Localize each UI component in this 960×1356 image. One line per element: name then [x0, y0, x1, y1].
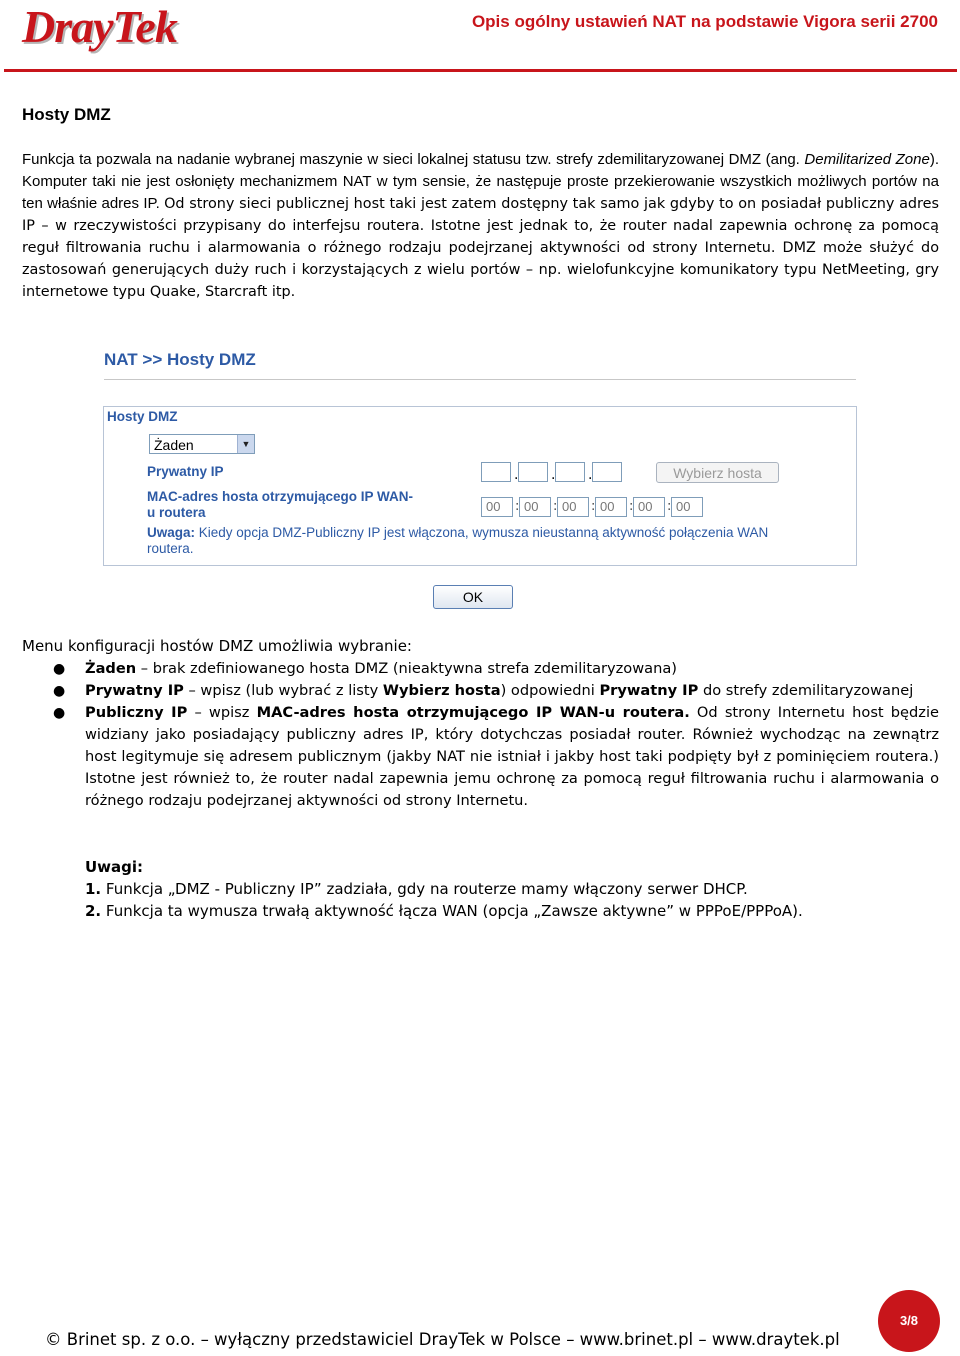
page-header [0, 0, 960, 74]
options-list [22, 658, 939, 812]
list-item [22, 702, 939, 812]
note-text: Funkcja ta wymusza trwałą aktywność łącza WAN (opcja „Zawsze aktywne” w PPPoE/PPPoA). [101, 902, 803, 920]
mac-separator: : [515, 499, 520, 514]
private-ip-octet-3[interactable] [555, 462, 585, 482]
mac-byte-2[interactable]: 00 [519, 497, 551, 517]
choose-host-button[interactable]: Wybierz hosta [656, 462, 779, 483]
private-ip-octet-4[interactable] [592, 462, 622, 482]
mac-byte-1[interactable]: 00 [481, 497, 513, 517]
note-text: Funkcja „DMZ - Publiczny IP” zadziała, gdy na routerze mamy włączony serwer DHCP. [101, 880, 748, 898]
intro-text-c: Od strony sieci publicznej host taki jest zatem dostępny tak samo jak gdyby to on posiadał publiczny adres IP – w rzeczywistości przypisany do interfejsu routera. Istotne jest jednak to, że router nadal zapewnia ochronę za pomocą reguł filtrowania ruchu i alarmowania o różnego rodzaju podejrzanej aktywności od strony Internetu. DMZ może służyć do zastosowań generujących duży ruch i korzystających z wielu portów – np. wielofunkcyjne komunikatory typu NetMeeting, gry internetowe typu Quake, Starcraft itp. [22, 196, 940, 300]
item-term: Prywatny IP [599, 682, 699, 699]
item-text: – wpisz (lub wybrać z listy [183, 682, 383, 699]
dmz-screenshot [98, 343, 860, 613]
item-term: Żaden [85, 660, 137, 677]
dmz-note [147, 525, 787, 557]
mac-byte-3[interactable]: 00 [557, 497, 589, 517]
item-text: Od strony Internetu host będzie widziany jako posiadający publiczny adres IP, który dotychczas posiadał router. Również wychodząc na zewnątrz host legitymuje się adresem publicznym (jakby NAT nie istniał i jakby host taki podpięty był z pominięciem routera.) Istotne jest również to, że router nadal zapewnia jemu ochronę za pomocą reguł filtrowania ruchu i alarmowania o różnego rodzaju podejrzanej aktywności od strony Internetu. [85, 704, 939, 809]
private-ip-octet-2[interactable] [518, 462, 548, 482]
header-title: Opis ogólny ustawień NAT na podstawie Vigora serii 2700 [471, 12, 938, 31]
mac-label-line-1: MAC-adres hosta otrzymującego IP WAN- [147, 489, 414, 504]
note-label: Uwaga: [147, 525, 196, 540]
section-title: Hosty DMZ [22, 105, 111, 124]
mac-separator: : [667, 499, 672, 514]
list-item [22, 658, 939, 680]
page-number-badge: 3/8 [878, 1290, 940, 1352]
item-term: Prywatny IP [85, 682, 184, 699]
bullet-icon: ● [53, 705, 66, 721]
mac-byte-5[interactable]: 00 [633, 497, 665, 517]
notes-section [85, 856, 803, 922]
mac-label-line-2: u routera [147, 505, 206, 520]
mac-separator: : [591, 499, 596, 514]
mac-byte-6[interactable]: 00 [671, 497, 703, 517]
item-term: Publiczny IP [85, 704, 188, 721]
note-number: 2. [85, 902, 102, 920]
ip-dot: . [551, 467, 556, 483]
ip-dot: . [514, 467, 519, 483]
header-divider [4, 69, 957, 72]
bullet-icon: ● [53, 683, 66, 699]
intro-paragraph [22, 149, 939, 303]
page-footer: © Brinet sp. z o.o. – wyłączny przedstawiciel DrayTek w Polsce – www.brinet.pl – www.draytek.pl [45, 1330, 840, 1349]
list-item [22, 680, 939, 702]
note-number: 1. [85, 880, 102, 898]
item-term: MAC-adres hosta otrzymującego IP WAN-u routera. [256, 704, 690, 721]
screenshot-title: NAT >> Hosty DMZ [104, 350, 256, 369]
mac-byte-4[interactable]: 00 [595, 497, 627, 517]
private-ip-label: Prywatny IP [147, 464, 224, 479]
notes-title: Uwagi: [85, 858, 144, 876]
item-text: – wpisz [187, 704, 257, 721]
screenshot-divider [104, 379, 856, 380]
item-text: – brak zdefiniowanego hosta DMZ (nieaktywna strefa zdemilitaryzowana) [136, 660, 677, 677]
ip-dot: . [588, 467, 593, 483]
mac-separator: : [553, 499, 558, 514]
select-value: Żaden [154, 437, 194, 453]
draytek-logo: DrayTek [22, 1, 177, 52]
item-term: Wybierz hosta [382, 682, 501, 699]
menu-intro: Menu konfiguracji hostów DMZ umożliwia wybranie: [22, 637, 412, 655]
box-title: Hosty DMZ [107, 409, 178, 424]
ok-button[interactable]: OK [433, 585, 513, 609]
dmz-mode-select[interactable] [149, 434, 255, 454]
bullet-icon: ● [53, 661, 66, 677]
dmz-settings-box [103, 406, 857, 566]
intro-text-a: Funkcja ta pozwala na nadanie wybranej maszynie w sieci lokalnej statusu tzw. strefy zdemilitaryzowanej DMZ (ang. [22, 151, 805, 168]
note-2 [85, 900, 803, 922]
item-text: ) odpowiedni [500, 682, 600, 699]
chevron-down-icon[interactable]: ▼ [237, 435, 254, 453]
item-text: do strefy zdemilitaryzowanej [698, 682, 914, 699]
mac-separator: : [629, 499, 634, 514]
note-1 [85, 878, 803, 900]
private-ip-octet-1[interactable] [481, 462, 511, 482]
note-text: Kiedy opcja DMZ-Publiczny IP jest włączona, wymusza nieustanną aktywność połączenia WAN routera. [147, 525, 769, 556]
intro-text-b: ). Komputer taki nie jest osłonięty mechanizmem NAT w tym sensie, że następuje proste przekierowanie wszystkich możliwych portów na ten właśnie adres IP. [22, 151, 939, 212]
intro-text-italic: Demilitarized Zone [804, 151, 930, 168]
